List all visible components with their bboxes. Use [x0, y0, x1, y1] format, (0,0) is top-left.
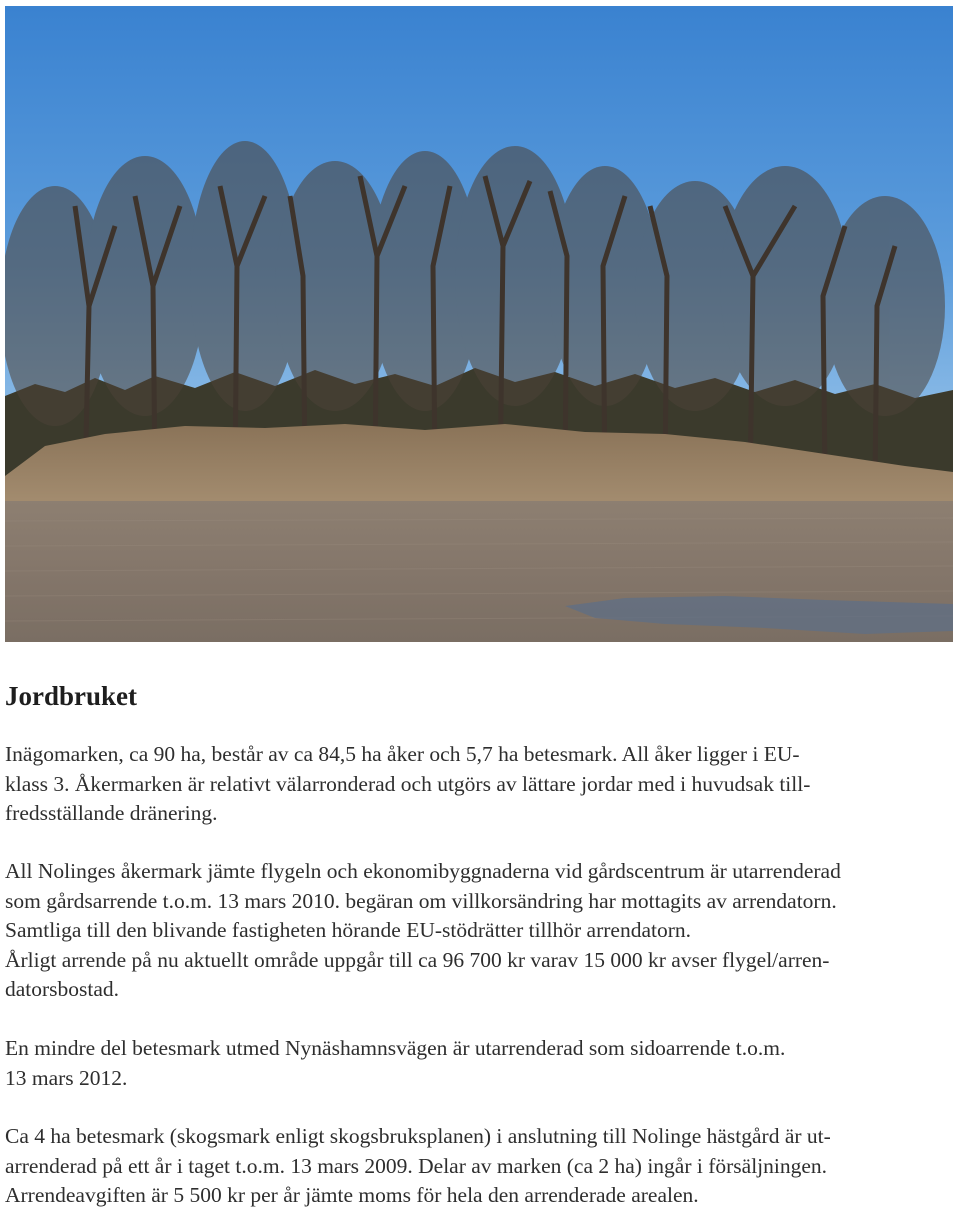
section-heading: Jordbruket — [5, 681, 138, 711]
paragraph-line: Årligt arrende på nu aktuellt område uppgår till ca 96 700 kr varav 15 000 kr avser flygel/arren- — [5, 947, 830, 972]
paragraph-inagomark — [5, 740, 955, 829]
paragraph-line: Arrendeavgiften är 5 500 kr per år jämte moms för hela den arrenderade arealen. — [5, 1183, 699, 1207]
paragraph-line: 13 mars 2012. — [5, 1065, 128, 1090]
paragraph-line: datorsbostad. — [5, 977, 120, 1001]
paragraph-line: All Nolinges åkermark jämte flygeln och ekonomibyggnaderna vid gårdscentrum är utarrenderad — [5, 859, 841, 883]
paragraph-hastgard — [5, 1122, 955, 1211]
paragraph-line: fredsställande dränering. — [5, 801, 218, 825]
paragraph-line: arrenderad på ett år i taget t.o.m. 13 mars 2009. Delar av marken (ca 2 ha) ingår i försäljningen. — [5, 1153, 828, 1178]
paragraph-line: Samtliga till den blivande fastigheten hörande EU-stödrätter tillhör arrendatorn. — [5, 918, 691, 942]
paragraph-line: som gårdsarrende t.o.m. 13 mars 2010. begäran om villkorsändring har mottagits av arrendatorn. — [5, 888, 837, 913]
landscape-photo — [5, 6, 953, 642]
paragraph-line: klass 3. Åkermarken är relativt välarronderad och utgörs av lättare jordar med i huvudsak till- — [5, 771, 811, 796]
paragraph-arrende — [5, 857, 955, 1005]
paragraph-line: En mindre del betesmark utmed Nynäshamnsvägen är utarrenderad som sidoarrende t.o.m. — [5, 1036, 786, 1060]
paragraph-sidoarrende — [5, 1034, 955, 1093]
paragraph-line: Inägomarken, ca 90 ha, består av ca 84,5 ha åker och 5,7 ha betesmark. All åker ligger i EU- — [5, 742, 800, 766]
paragraph-line: Ca 4 ha betesmark (skogsmark enligt skogsbruksplanen) i anslutning till Nolinge hästgård är ut- — [5, 1124, 831, 1148]
